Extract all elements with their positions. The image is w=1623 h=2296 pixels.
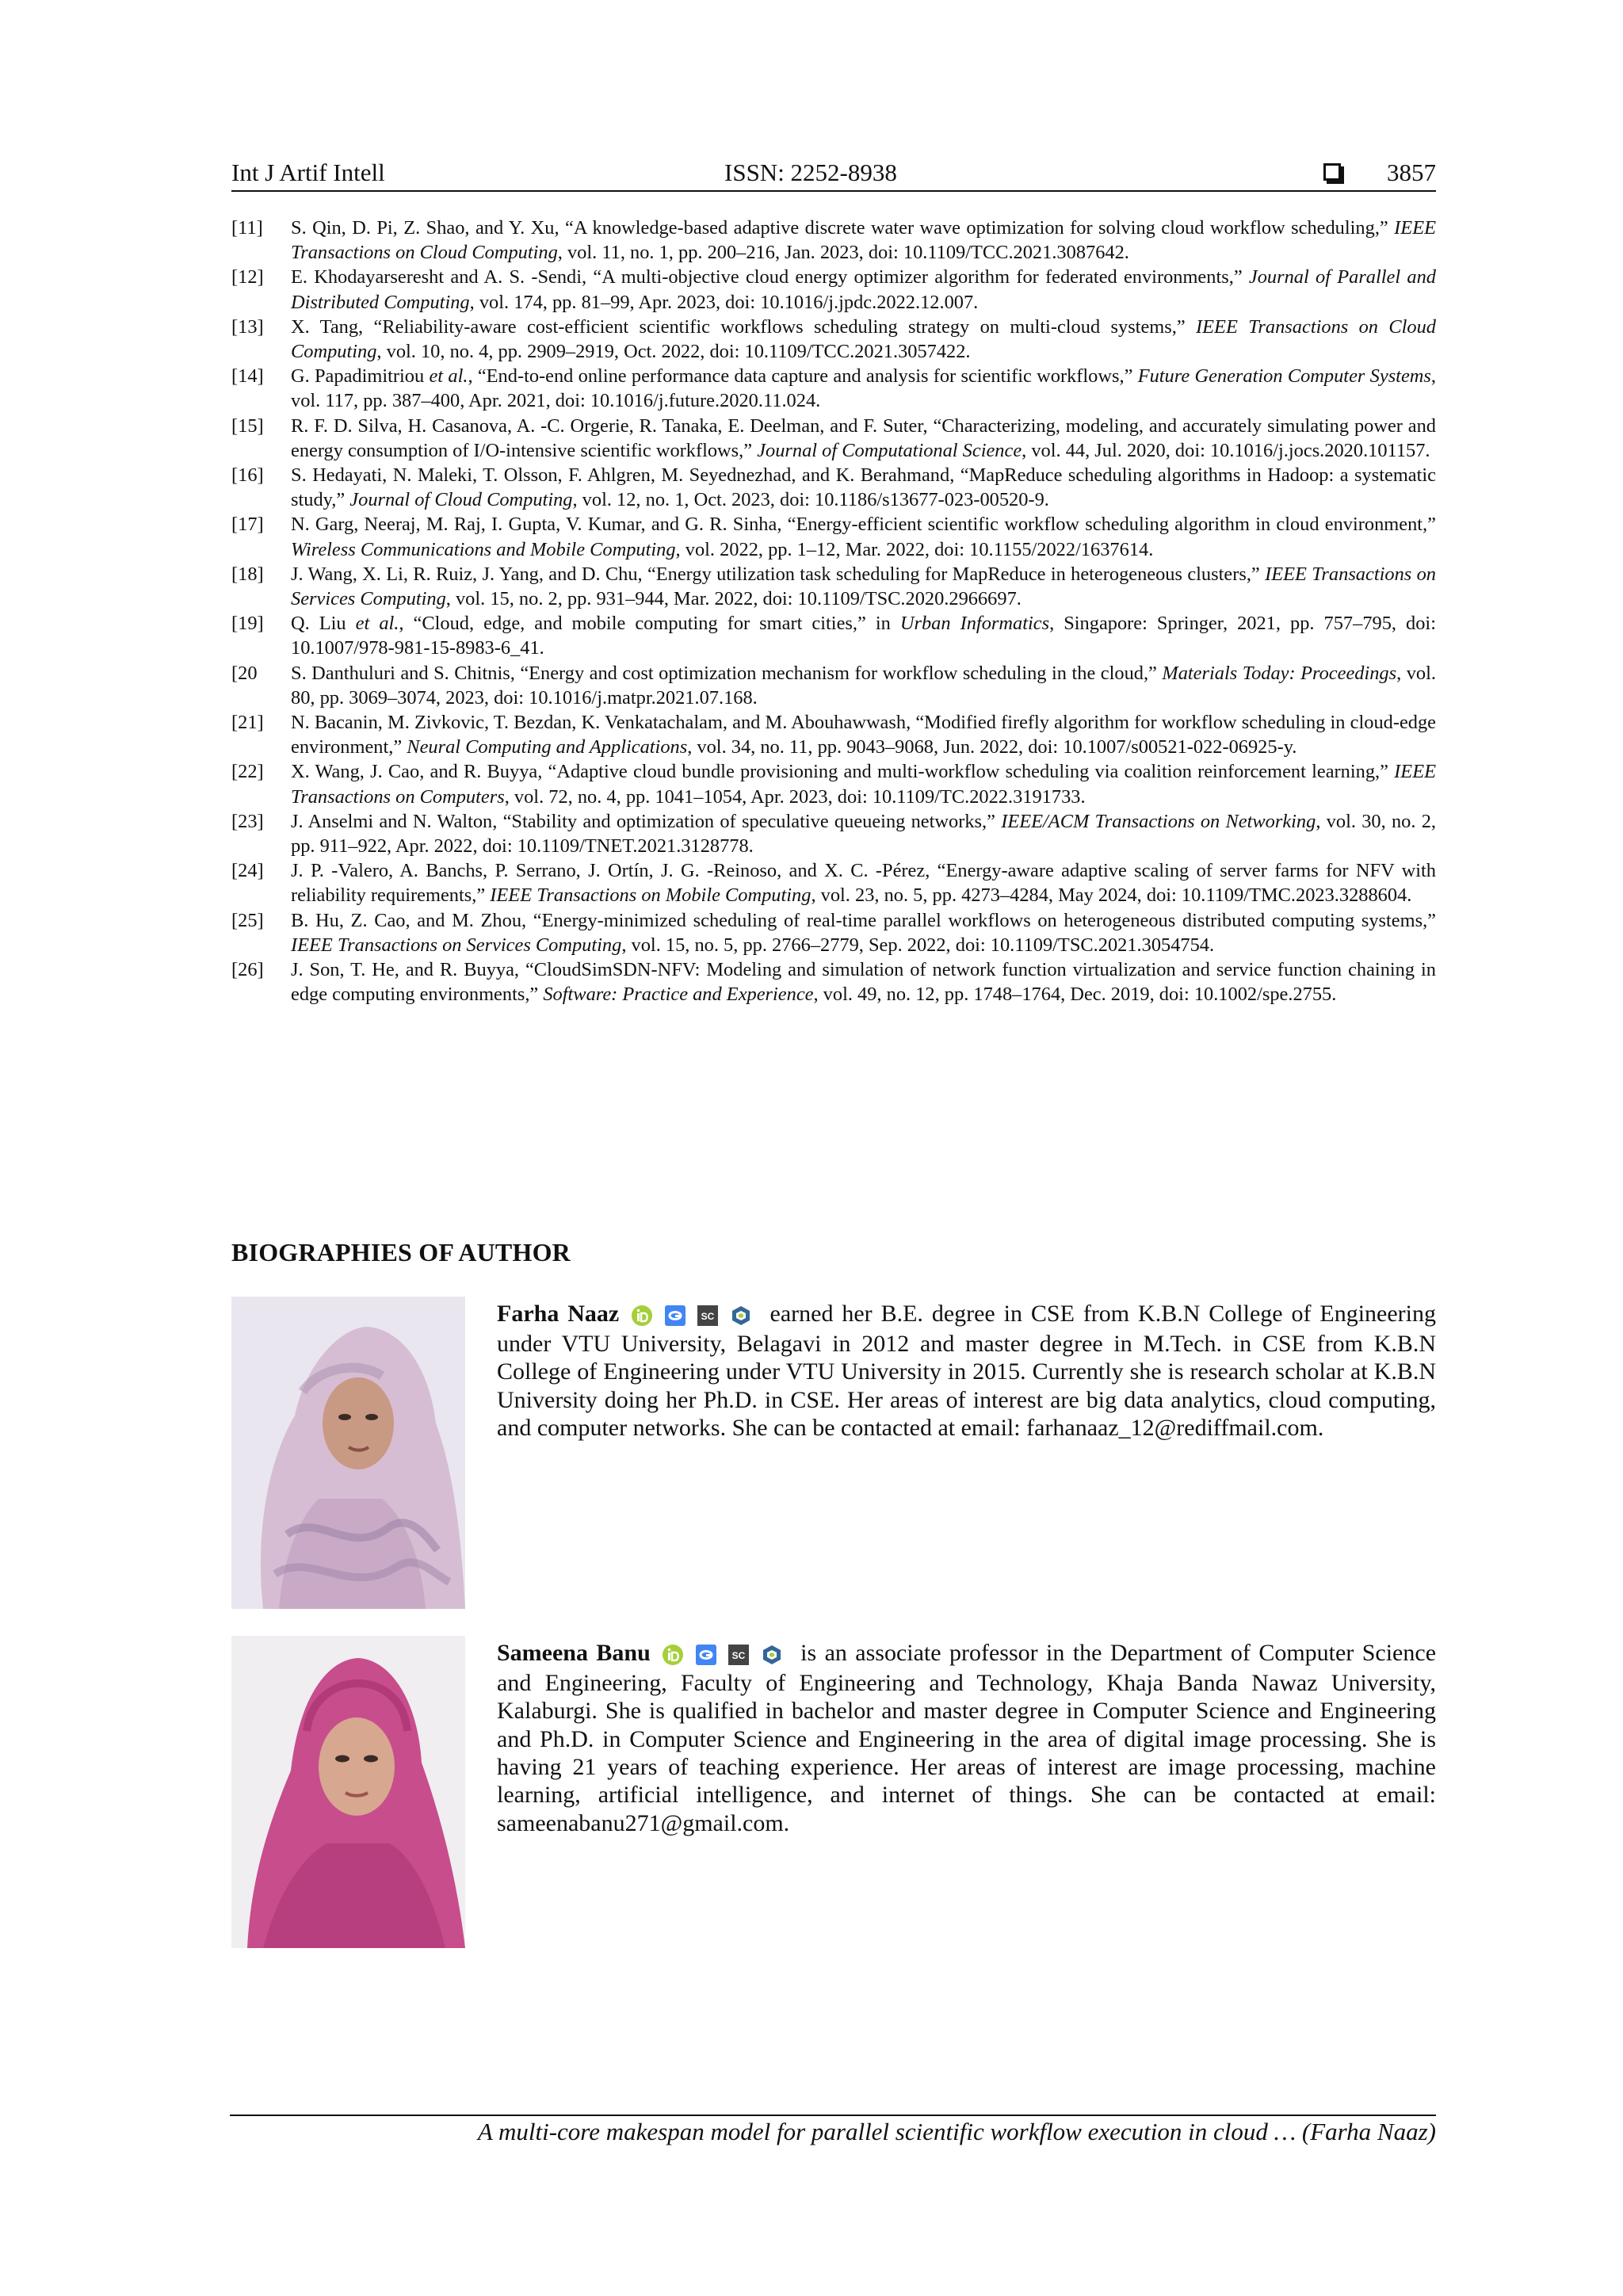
reference-item (231, 216, 1436, 265)
scopus-icon[interactable] (727, 1644, 750, 1666)
reference-number: [17] (231, 514, 264, 536)
reference-number: [24] (231, 860, 264, 882)
reference-text (291, 759, 1436, 808)
reference-number: [19] (231, 613, 264, 635)
reference-italic-segment: Journal of Computational Science (757, 439, 1022, 461)
reference-italic-segment: Wireless Communications and Mobile Computing (291, 538, 676, 560)
reference-segment: J. Anselmi and N. Walton, “Stability and optimization of speculative queueing networks,” (291, 810, 1002, 832)
reference-segment: , vol. 80, pp. 3069–3074, 2023, doi: 10.1016/j.matpr.2021.07.168. (291, 662, 1436, 709)
reference-segment: , vol. 174, pp. 81–99, Apr. 2023, doi: 10.1016/j.jpdc.2022.12.007. (469, 291, 979, 313)
orcid-icon[interactable] (631, 1305, 653, 1327)
reference-segment: G. Papadimitriou (291, 365, 430, 388)
scopus-label: SC (701, 1310, 715, 1322)
reference-segment: , Singapore: Springer, 2021, pp. 757–795, doi: 10.1007/978-981-15-8983-6_41. (291, 613, 1436, 659)
reference-segment: , vol. 10, no. 4, pp. 2909–2919, Oct. 2022, doi: 10.1109/TCC.2021.3057422. (376, 341, 971, 363)
reference-number: [15] (231, 415, 264, 437)
author-portrait-1 (231, 1297, 465, 1609)
reference-segment: , “Cloud, edge, and mobile computing for smart cities,” in (399, 613, 900, 635)
reference-item (231, 858, 1436, 907)
reference-text (291, 315, 1436, 364)
reference-italic-segment: Journal of Cloud Computing (349, 489, 573, 511)
reference-segment: , vol. 30, no. 2, pp. 911–922, Apr. 2022, doi: 10.1109/TNET.2021.3128778. (291, 810, 1436, 858)
author-name: Farha Naaz (497, 1301, 620, 1327)
author-badges (631, 1299, 757, 1327)
reference-item (231, 315, 1436, 364)
publons-icon[interactable] (761, 1644, 783, 1666)
reference-segment: Q. Liu (291, 613, 356, 635)
reference-number: [26] (231, 959, 264, 981)
reference-italic-segment: IEEE Transactions on Computers (291, 761, 1436, 808)
issn: ISSN: 2252-8938 (724, 159, 897, 186)
reference-segment: R. F. D. Silva, H. Casanova, A. -C. Orgerie, R. Tanaka, E. Deelman, and F. Suter, “Characterizing, modeling, and accurately simulating power and energy consumption of I/O-intensive scientific workflows,” (291, 415, 1436, 461)
reference-italic-segment: Software: Practice and Experience (543, 984, 814, 1006)
reference-number: [12] (231, 266, 264, 288)
reference-segment: , vol. 72, no. 4, pp. 1041–1054, Apr. 2023, doi: 10.1109/TC.2022.3191733. (504, 785, 1086, 808)
reference-segment: B. Hu, Z. Cao, and M. Zhou, “Energy-minimized scheduling of real-time parallel workflows on heterogeneous distributed computing systems,” (291, 909, 1436, 931)
google-scholar-icon[interactable] (664, 1305, 686, 1327)
scopus-icon[interactable] (697, 1305, 719, 1327)
reference-segment: , vol. 11, no. 1, pp. 200–216, Jan. 2023, doi: 10.1109/TCC.2021.3087642. (557, 242, 1129, 264)
author-bio-sameena-banu (497, 1639, 1436, 1837)
journal-name: Int J Artif Intell (231, 159, 385, 186)
page-header (231, 155, 1436, 190)
reference-item (231, 512, 1436, 561)
reference-number: [16] (231, 464, 264, 487)
reference-segment: J. Son, T. He, and R. Buyya, “CloudSimSDN-NFV: Modeling and simulation of network function virtualization and service function chaining in edge computing environments,” (291, 959, 1436, 1006)
reference-text (291, 512, 1436, 561)
reference-segment: , vol. 15, no. 5, pp. 2766–2779, Sep. 2022, doi: 10.1109/TSC.2021.3054754. (621, 934, 1215, 956)
author-name: Sameena Banu (497, 1640, 651, 1666)
reference-segment: N. Garg, Neeraj, M. Raj, I. Gupta, V. Kumar, and G. R. Sinha, “Energy-efficient scientific workflow scheduling algorithm in cloud environment,” (291, 514, 1436, 536)
reference-item (231, 265, 1436, 314)
reference-number: [11] (231, 217, 263, 239)
running-title: A multi-core makespan model for parallel scientific workflow execution in cloud … (Farha Naaz) (477, 2118, 1436, 2145)
reference-item (231, 414, 1436, 463)
reference-segment: , vol. 44, Jul. 2020, doi: 10.1016/j.jocs.2020.101157. (1022, 439, 1430, 461)
reference-item (231, 562, 1436, 611)
reference-item (231, 809, 1436, 858)
reference-segment: S. Hedayati, N. Maleki, T. Olsson, F. Ahlgren, M. Seyednezhad, and K. Berahmand, “MapReduce scheduling algorithms in Hadoop: a systematic study,” (291, 464, 1436, 511)
reference-number: [14] (231, 365, 264, 388)
reference-segment: , vol. 15, no. 2, pp. 931–944, Mar. 2022, doi: 10.1109/TSC.2020.2966697. (445, 588, 1022, 610)
reference-segment: X. Wang, J. Cao, and R. Buyya, “Adaptive cloud bundle provisioning and multi-workflow scheduling via coalition reinforcement learning,” (291, 761, 1395, 783)
reference-segment: , vol. 23, no. 5, pp. 4273–4284, May 2024, doi: 10.1109/TMC.2023.3288604. (811, 884, 1412, 907)
reference-text (291, 957, 1436, 1007)
reference-segment: , “End-to-end online performance data capture and analysis for scientific workflows,” (468, 365, 1138, 388)
reference-segment: S. Qin, D. Pi, Z. Shao, and Y. Xu, “A knowledge-based adaptive discrete water wave optimization for solving cloud workflow scheduling,” (291, 217, 1395, 239)
reference-segment: , vol. 34, no. 11, pp. 9043–9068, Jun. 2022, doi: 10.1007/s00521-022-06925-y. (687, 736, 1297, 758)
reference-list (231, 216, 1436, 1007)
square-icon (1323, 163, 1341, 181)
reference-segment: , vol. 12, no. 1, Oct. 2023, doi: 10.1186/s13677-023-00520-9. (572, 489, 1049, 511)
reference-italic-segment: Neural Computing and Applications (407, 736, 688, 758)
reference-italic-segment: Urban Informatics (899, 613, 1050, 635)
reference-item (231, 908, 1436, 957)
reference-text (291, 216, 1436, 265)
header-rule (231, 190, 1436, 192)
reference-segment: X. Tang, “Reliability-aware cost-efficient scientific workflows scheduling strategy on multi-cloud systems,” (291, 315, 1197, 338)
reference-number: [20 (231, 662, 258, 684)
reference-text (291, 611, 1436, 660)
reference-item (231, 710, 1436, 759)
reference-italic-segment: Materials Today: Proceedings (1162, 662, 1397, 684)
reference-item (231, 957, 1436, 1007)
reference-text (291, 265, 1436, 314)
reference-number: [25] (231, 909, 264, 931)
reference-number: [22] (231, 761, 264, 783)
reference-number: [13] (231, 315, 264, 338)
reference-segment: J. P. -Valero, A. Banchs, P. Serrano, J. Ortín, J. G. -Reinoso, and X. C. -Pérez, “Energy-aware adaptive scaling of server farms for NFV with reliability requirements,” (291, 860, 1436, 907)
reference-italic-segment: IEEE Transactions on Mobile Computing (490, 884, 812, 907)
publons-icon[interactable] (730, 1305, 752, 1327)
reference-segment: S. Danthuluri and S. Chitnis, “Energy and cost optimization mechanism for workflow scheduling in the cloud,” (291, 662, 1163, 684)
reference-segment: , vol. 117, pp. 387–400, Apr. 2021, doi: 10.1016/j.future.2020.11.024. (291, 365, 1437, 412)
reference-italic-segment: Journal of Parallel and Distributed Computing (291, 266, 1436, 313)
reference-text (291, 908, 1436, 957)
reference-italic-segment: IEEE Transactions on Cloud Computing (291, 217, 1436, 264)
author-photo-sameena-banu (231, 1636, 465, 1948)
reference-segment: , vol. 2022, pp. 1–12, Mar. 2022, doi: 10.1155/2022/1637614. (675, 538, 1154, 560)
reference-number: [23] (231, 810, 264, 832)
reference-text (291, 364, 1436, 413)
orcid-icon[interactable] (662, 1644, 684, 1666)
reference-text (291, 562, 1436, 611)
reference-segment: N. Bacanin, M. Zivkovic, T. Bezdan, K. Venkatachalam, and M. Abouhawwash, “Modified firefly algorithm for workflow scheduling in cloud-edge environment,” (291, 712, 1436, 758)
reference-number: [18] (231, 563, 264, 585)
author-bio-farha-naaz (497, 1300, 1436, 1442)
page-number: 3857 (1387, 159, 1436, 186)
reference-italic-segment: et al. (429, 365, 468, 388)
reference-item (231, 364, 1436, 413)
reference-text (291, 809, 1436, 858)
author-bio-text: is an associate professor in the Department of Computer Science and Engineering, Faculty of Engineering and Technology, Khaja Banda Nawaz University, Kalaburgi. She is qualified in bachelor and master degree in Computer Science and Engineering and Ph.D. in Computer Science and Engineering in the area of digital image processing. She is having 21 years of teaching experience. Her areas of interest are image processing, machine learning, artificial intelligence, and internet of things. She can be contacted at email: sameenabanu271@gmail.com. (497, 1640, 1437, 1836)
reference-italic-segment: IEEE Transactions on Services Computing (291, 934, 622, 956)
reference-segment: , vol. 49, no. 12, pp. 1748–1764, Dec. 2019, doi: 10.1002/spe.2755. (813, 984, 1337, 1006)
reference-item (231, 463, 1436, 512)
reference-italic-segment: IEEE Transactions on Cloud Computing (291, 315, 1436, 363)
reference-text (291, 414, 1436, 463)
author-bio-text: earned her B.E. degree in CSE from K.B.N College of Engineering under VTU University, Belagavi in 2012 and master degree in M.Tech. in CSE from K.B.N College of Engineering under VTU University in 2015. Currently she is research scholar at K.B.N University doing her Ph.D. in CSE. Her areas of interest are big data analytics, cloud computing, and computer networks. She can be contacted at email: farhanaaz_12@rediffmail.com. (497, 1301, 1436, 1442)
reference-segment: E. Khodayarseresht and A. S. -Sendi, “A multi-objective cloud energy optimizer algorithm for federated environments,” (291, 266, 1249, 288)
reference-italic-segment: IEEE Transactions on Services Computing (291, 563, 1436, 610)
author-badges (662, 1638, 788, 1666)
reference-text (291, 661, 1436, 710)
author-photo-farha-naaz (231, 1297, 465, 1609)
reference-item (231, 611, 1436, 660)
footer-rule (230, 2115, 1436, 2116)
biographies-heading: BIOGRAPHIES OF AUTHOR (231, 1238, 571, 1266)
reference-text (291, 858, 1436, 907)
google-scholar-icon[interactable] (695, 1644, 717, 1666)
author-portrait-2 (231, 1636, 465, 1948)
reference-item (231, 661, 1436, 710)
reference-italic-segment: IEEE/ACM Transactions on Networking (1001, 810, 1316, 832)
reference-item (231, 759, 1436, 808)
reference-number: [21] (231, 712, 264, 734)
scopus-label: SC (731, 1649, 746, 1661)
reference-italic-segment: et al. (355, 613, 399, 635)
reference-text (291, 710, 1436, 759)
reference-italic-segment: Future Generation Computer Systems (1137, 365, 1431, 388)
reference-text (291, 463, 1436, 512)
reference-segment: J. Wang, X. Li, R. Ruiz, J. Yang, and D. Chu, “Energy utilization task scheduling for MapReduce in heterogeneous clusters,” (291, 563, 1266, 585)
